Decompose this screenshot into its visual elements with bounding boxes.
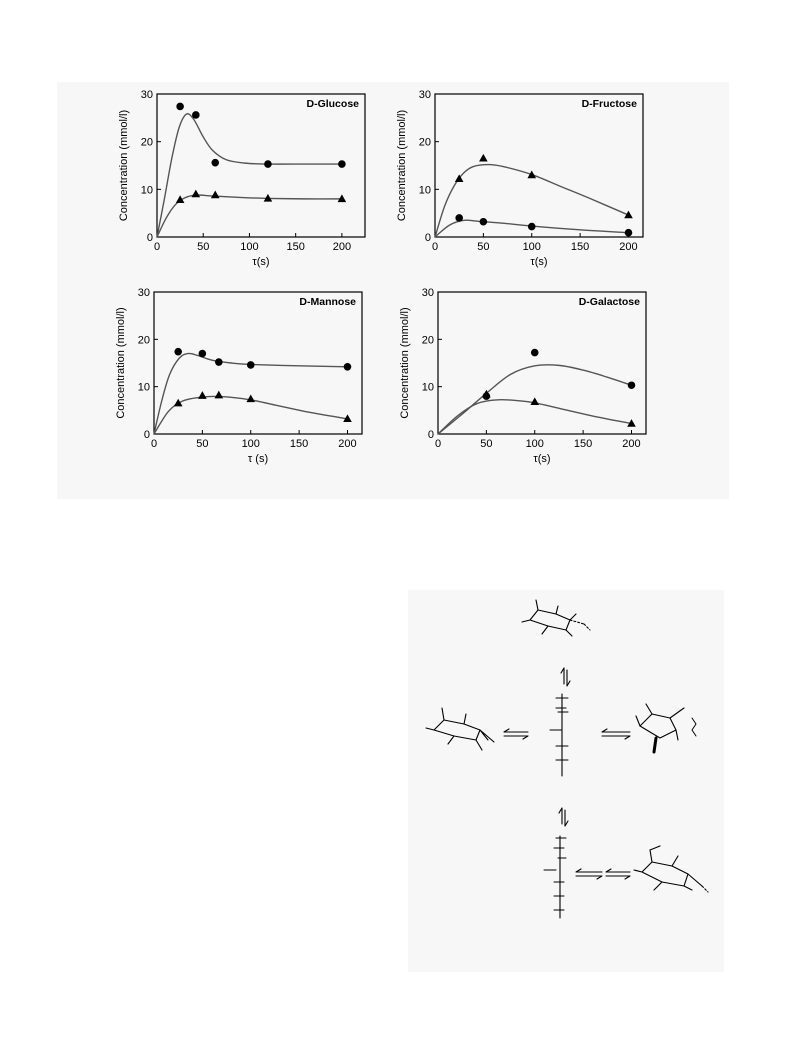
reaction-scheme <box>408 590 724 972</box>
x-tick-label: 200 <box>619 241 638 253</box>
x-tick-label: 150 <box>286 241 305 253</box>
y-tick-label: 20 <box>421 334 434 347</box>
data-point-triangle <box>479 154 488 162</box>
equilibrium-arrow-vertical-2 <box>559 808 568 826</box>
data-point-triangle <box>527 171 536 179</box>
data-point-triangle <box>174 399 183 407</box>
chart-1 <box>118 89 365 268</box>
y-axis-label: Concentration (mmol/l) <box>118 109 130 222</box>
data-point-circle <box>625 229 633 237</box>
chart-title: D-Mannose <box>299 296 356 308</box>
y-tick-label: 20 <box>137 334 150 347</box>
x-tick-label: 0 <box>153 241 161 253</box>
plot-frame <box>438 292 646 434</box>
data-point-circle <box>247 361 255 369</box>
data-point-circle <box>455 214 463 222</box>
y-axis-label: Concentration (mmol/l) <box>115 307 127 419</box>
y-tick-label: 30 <box>418 89 431 101</box>
data-point-circle <box>264 160 272 168</box>
data-point-triangle <box>198 391 207 399</box>
y-tick-label: 30 <box>140 89 153 101</box>
equilibrium-arrow-right-2 <box>576 869 630 879</box>
y-tick-label: 0 <box>143 429 150 441</box>
x-tick-label: 100 <box>240 241 259 253</box>
y-tick-label: 0 <box>427 429 434 441</box>
data-point-circle <box>215 358 223 366</box>
y-tick-label: 10 <box>137 381 150 394</box>
y-tick-label: 30 <box>421 287 434 299</box>
y-tick-label: 10 <box>421 381 434 394</box>
x-axis-label: τ(s) <box>533 453 551 465</box>
equilibrium-arrow-right-1 <box>602 729 630 739</box>
kinetics-charts <box>57 82 729 499</box>
kinetics-charts-panel <box>57 82 729 499</box>
bottom-pyranose-chair <box>634 846 708 892</box>
y-tick-label: 30 <box>137 287 150 299</box>
x-tick-label: 100 <box>522 241 541 253</box>
data-point-circle <box>344 363 352 371</box>
top-pyranose-chair <box>522 600 590 636</box>
x-tick-label: 200 <box>332 241 352 253</box>
y-tick-label: 10 <box>140 184 153 197</box>
data-point-triangle <box>530 397 539 405</box>
equilibrium-arrow-vertical-1 <box>561 668 570 686</box>
data-point-circle <box>174 348 182 356</box>
data-point-circle <box>176 103 184 111</box>
y-tick-label: 10 <box>418 184 431 197</box>
x-axis-label: τ(s) <box>530 256 548 268</box>
data-point-circle <box>199 350 207 358</box>
x-tick-label: 50 <box>477 241 490 253</box>
x-tick-label: 50 <box>480 438 493 450</box>
plot-frame <box>157 94 365 237</box>
chart-title: D-Glucose <box>306 98 359 110</box>
y-axis-label: Concentration (mmol/l) <box>399 307 411 419</box>
plot-frame <box>435 94 643 237</box>
fit-curve-triangle <box>157 195 342 237</box>
y-tick-label: 20 <box>140 136 153 149</box>
data-point-circle <box>192 111 200 119</box>
data-point-triangle <box>246 394 255 402</box>
x-tick-label: 0 <box>431 241 439 253</box>
data-point-circle <box>528 223 536 231</box>
fit-curve-circle <box>157 114 342 237</box>
x-tick-label: 50 <box>197 241 210 253</box>
x-tick-label: 0 <box>150 438 158 450</box>
y-tick-label: 20 <box>418 136 431 149</box>
chart-title: D-Galactose <box>578 296 640 308</box>
y-axis-label: Concentration (mmol/l) <box>396 109 408 222</box>
data-point-circle <box>531 349 539 357</box>
furanose-structure <box>636 704 696 752</box>
data-point-triangle <box>215 391 224 399</box>
equilibrium-arrow-left-1 <box>504 729 528 739</box>
reaction-scheme-panel <box>408 590 724 972</box>
x-tick-label: 150 <box>573 438 593 450</box>
x-tick-label: 150 <box>570 241 590 253</box>
x-tick-label: 200 <box>338 438 357 450</box>
x-tick-label: 50 <box>196 438 209 450</box>
y-tick-label: 0 <box>424 232 431 244</box>
data-point-circle <box>211 159 219 167</box>
plot-frame <box>154 292 362 434</box>
data-point-circle <box>628 381 636 389</box>
x-axis-label: τ (s) <box>247 453 269 465</box>
open-chain-structure-2 <box>544 836 566 918</box>
chart-2 <box>396 89 643 268</box>
data-point-triangle <box>192 190 201 198</box>
x-tick-label: 200 <box>622 438 641 450</box>
y-tick-label: 0 <box>146 232 153 244</box>
data-point-triangle <box>211 191 220 199</box>
open-chain-structure-1 <box>550 694 568 776</box>
left-pyranose-chair <box>426 708 494 750</box>
data-point-circle <box>338 160 346 168</box>
x-tick-label: 150 <box>289 438 309 450</box>
chart-4 <box>399 287 646 465</box>
chart-3 <box>115 287 362 465</box>
x-axis-label: τ(s) <box>252 256 270 268</box>
chart-title: D-Fructose <box>581 98 637 110</box>
x-tick-label: 100 <box>525 438 544 450</box>
data-point-circle <box>480 218 488 226</box>
x-tick-label: 100 <box>241 438 260 450</box>
x-tick-label: 0 <box>434 438 442 450</box>
